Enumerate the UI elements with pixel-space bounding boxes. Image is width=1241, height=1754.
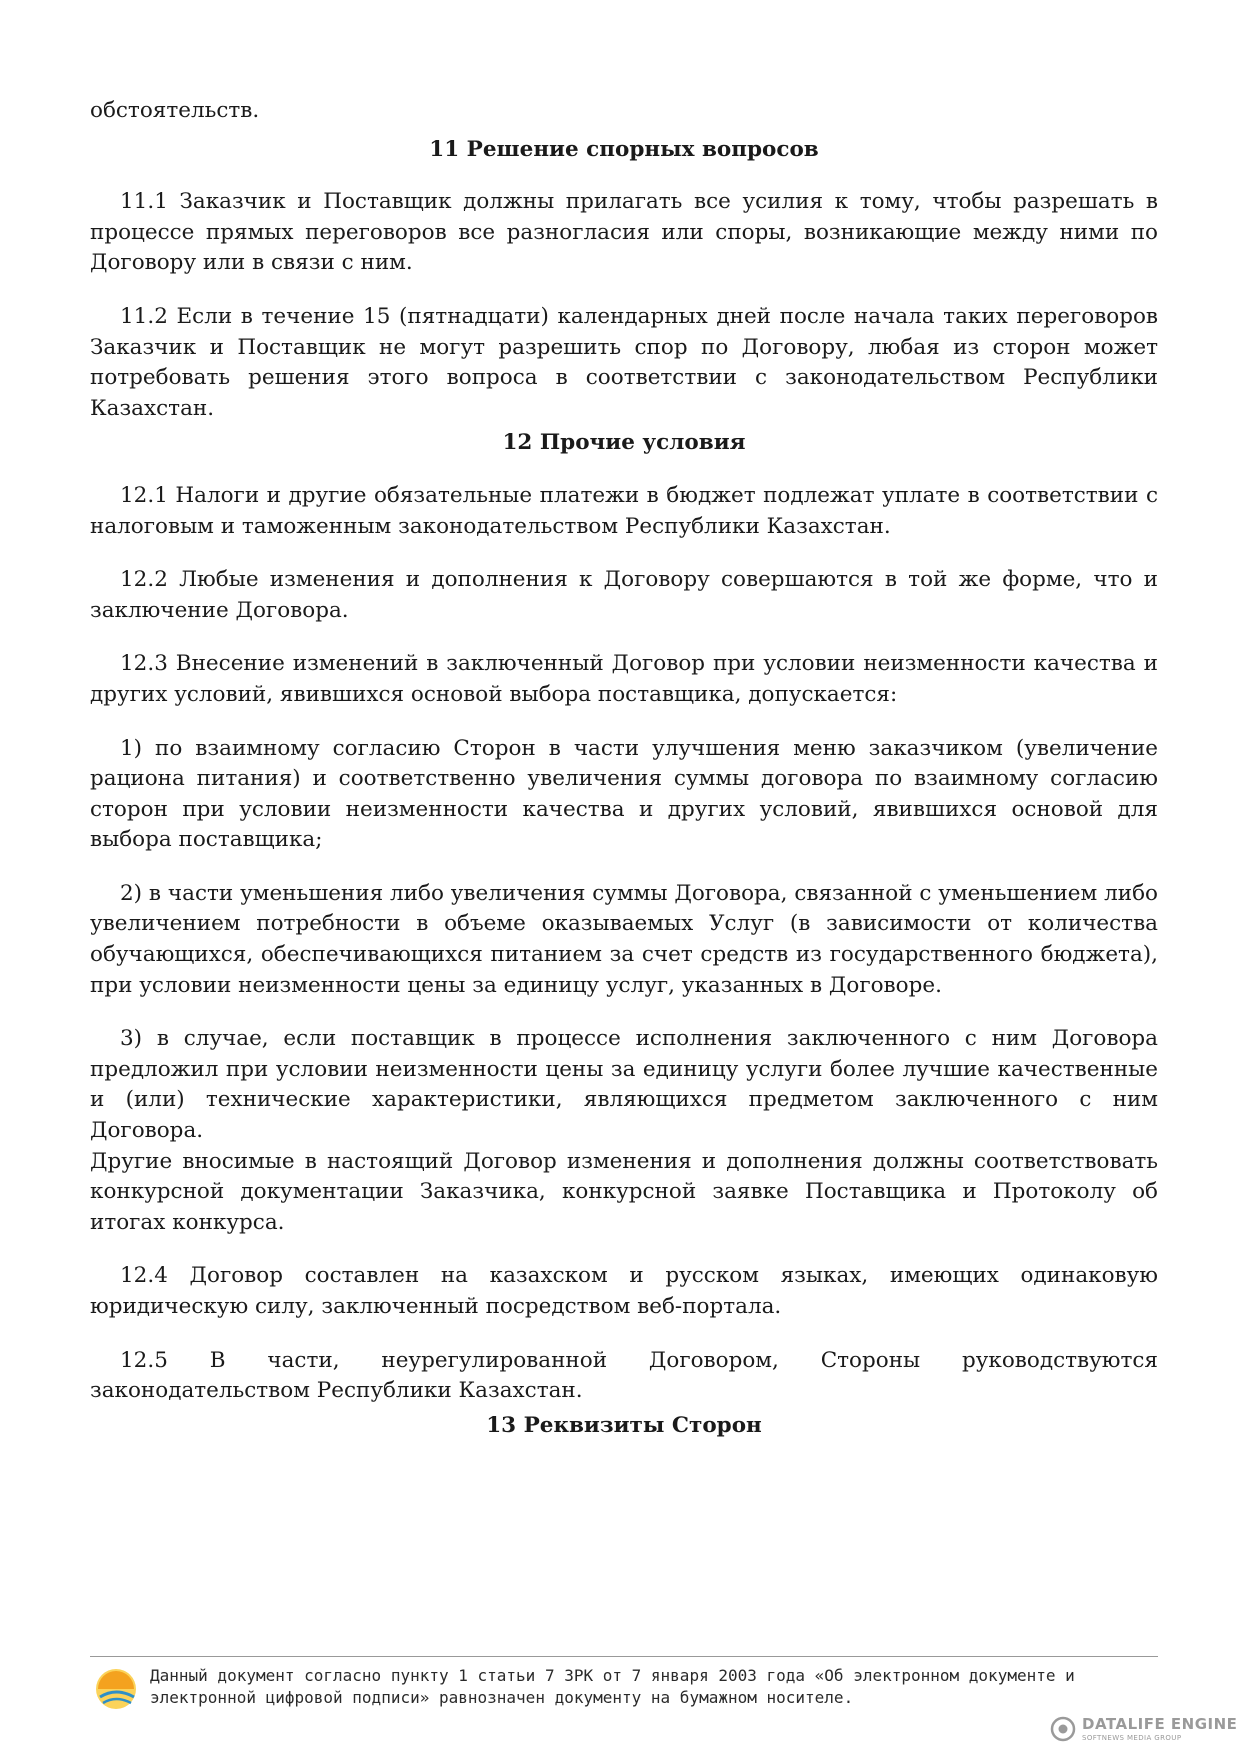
paragraph-11-2: 11.2 Если в течение 15 (пятнадцати) календарных дней после начала таких переговоров Заказчик и Поставщик не могут разрешить спор по Договору, любая из сторон может потребовать решения этого вопроса в соответствии с законодательством Республики Казахстан. xyxy=(90,303,1158,421)
paragraph-11-1: 11.1 Заказчик и Поставщик должны прилагать все усилия к тому, чтобы разрешать в процессе прямых переговоров все разногласия или споры, возникающие между ними по Договору или в связи с ним. xyxy=(90,189,1158,276)
section-heading-13: 13 Реквизиты Сторон xyxy=(486,1412,762,1438)
footer-legal-text xyxy=(150,1665,1150,1709)
section-heading-11: 11 Решение спорных вопросов xyxy=(429,136,819,162)
list-item-12-3-3: 3) в случае, если поставщик в процессе исполнения заключенного с ним Договора предложил при условии неизменности цены за единицу услуги более лучшие качественные и (или) технические характеристики, являющихся предметом заключенного с ним Договора. xyxy=(90,1026,1158,1144)
section-heading-12: 12 Прочие условия xyxy=(502,430,746,456)
footer-text-line-2: электронной цифровой подписи» равнозначен документу на бумажном носителе. xyxy=(150,1688,854,1707)
datalife-watermark xyxy=(1050,1712,1240,1752)
footer-notice xyxy=(90,1656,1158,1707)
e-gov-logo-icon xyxy=(94,1667,138,1711)
paragraph-12-5: 12.5 В части, неурегулированной Договором, Стороны руководствуются законодательством Республики Казахстан. xyxy=(90,1347,1158,1404)
watermark-subtitle: SOFTNEWS MEDIA GROUP xyxy=(1082,1734,1182,1742)
document-body xyxy=(90,96,1158,1441)
watermark-title: DATALIFE ENGINE xyxy=(1082,1715,1238,1733)
paragraph-12-2: 12.2 Любые изменения и дополнения к Договору совершаются в той же форме, что и заключение Договора. xyxy=(90,567,1158,623)
paragraph-12-1: 12.1 Налоги и другие обязательные платежи в бюджет подлежат уплате в соответствии с налоговым и таможенным законодательством Республики Казахстан. xyxy=(90,482,1158,539)
lead-fragment: обстоятельств. xyxy=(90,98,260,123)
footer-text-line-1: Данный документ согласно пункту 1 статьи 7 ЗРК от 7 января 2003 года «Об электронном документе и xyxy=(150,1666,1075,1685)
paragraph-12-3: 12.3 Внесение изменений в заключенный Договор при условии неизменности качества и других условий, явившихся основой выбора поставщика, допускается: xyxy=(90,651,1158,707)
watermark-eye-icon xyxy=(1050,1716,1076,1742)
list-item-12-3-2: 2) в части уменьшения либо увеличения суммы Договора, связанной с уменьшением либо увеличением потребности в объеме оказываемых Услуг (в зависимости от количества обучающихся, обеспечивающихся питанием за счет средств из государственного бюджета), при условии неизменности цены за единицу услуг, указанных в Договоре. xyxy=(90,880,1158,998)
paragraph-12-4: 12.4 Договор составлен на казахском и русском языках, имеющих одинаковую юридическую силу, заключенный посредством веб-портала. xyxy=(90,1263,1158,1319)
paragraph-12-3-continuation: Другие вносимые в настоящий Договор изменения и дополнения должны соответствовать конкурсной документации Заказчика, конкурсной заявке Поставщика и Протоколу об итогах конкурса. xyxy=(90,1148,1158,1235)
list-item-12-3-1: 1) по взаимному согласию Сторон в части улучшения меню заказчиком (увеличение рациона питания) и соответственно увеличения суммы договора по взаимному согласию сторон при условии неизменности качества и других условий, явившихся основой для выбора поставщика; xyxy=(90,735,1158,853)
